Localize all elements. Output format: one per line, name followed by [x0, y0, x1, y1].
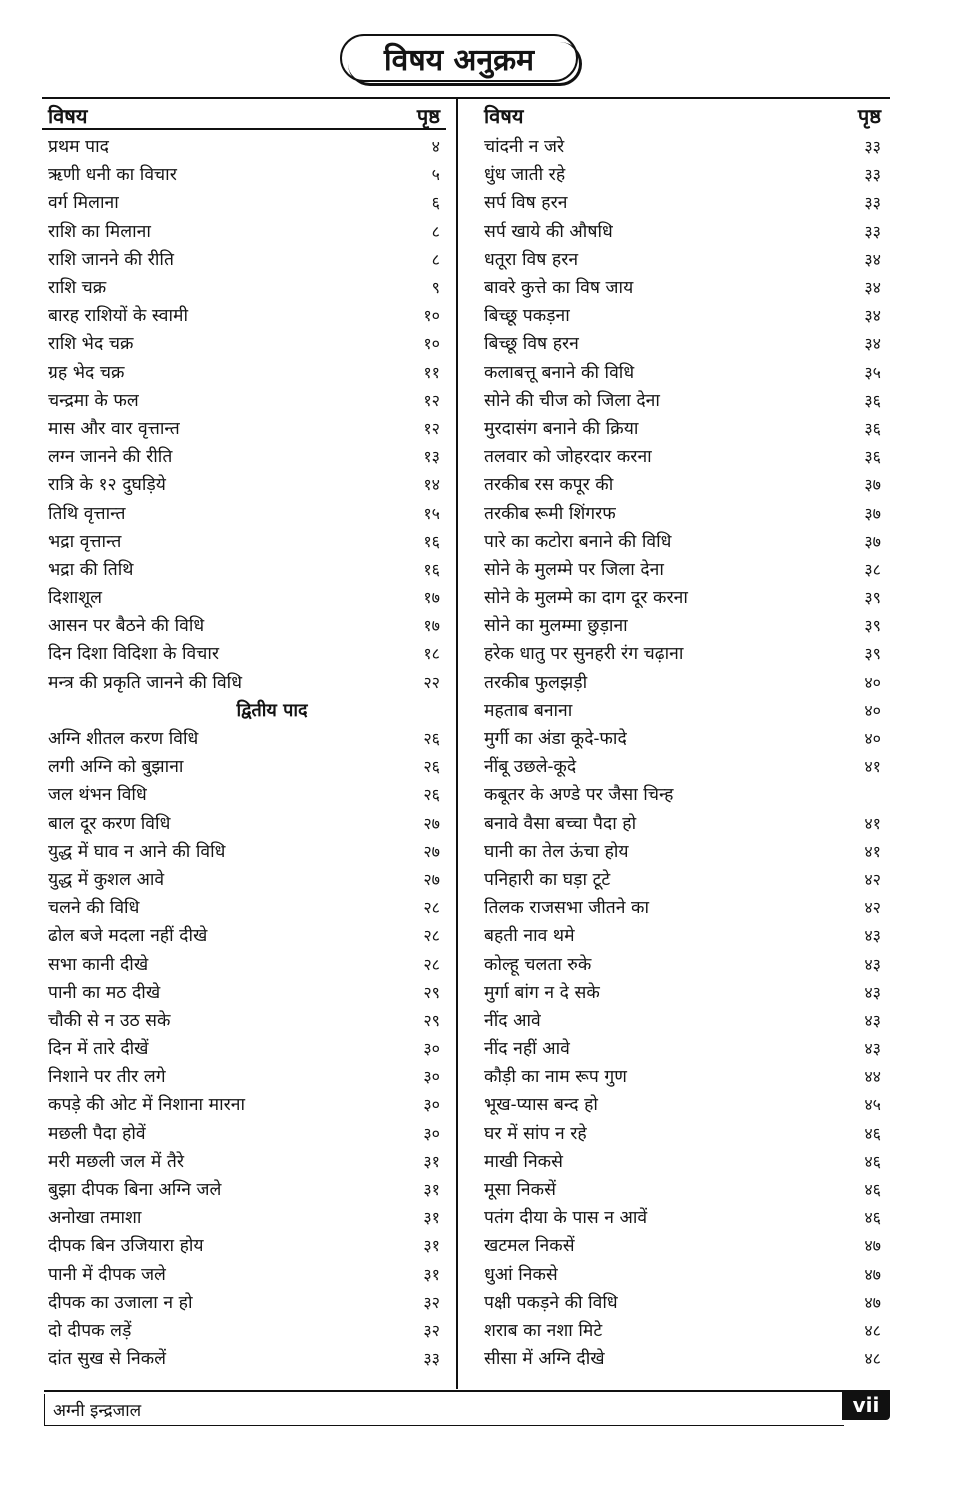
toc-entry — [44, 1231, 444, 1259]
entry-page: २८ — [423, 926, 440, 946]
entry-page: ४७ — [864, 1236, 881, 1256]
entry-title: बाल दूर करण विधि — [48, 813, 171, 834]
entry-title: बारह राशियों के स्वामी — [48, 306, 188, 327]
entry-page: २७ — [423, 869, 440, 889]
entry-page: ४६ — [864, 1208, 881, 1228]
toc-entry — [44, 414, 444, 442]
entry-title: सर्प खाये की औषधि — [484, 221, 613, 242]
toc-entry — [44, 724, 444, 752]
entry-page: ३० — [423, 1123, 440, 1143]
entry-page: १३ — [423, 447, 440, 467]
entry-page: १२ — [423, 390, 440, 410]
entry-title: मुरदासंग बनाने की क्रिया — [484, 418, 639, 439]
toc-entry — [44, 217, 444, 245]
entry-page: १६ — [423, 531, 440, 551]
toc-entry — [44, 1062, 444, 1090]
entry-title: राशि भेद चक्र — [48, 334, 134, 355]
entry-title: कपड़े की ओट में निशाना मारना — [48, 1095, 246, 1116]
entry-title: रात्रि के १२ दुघड़िये — [48, 475, 166, 496]
toc-entry — [480, 809, 885, 837]
toc-entry — [480, 1119, 885, 1147]
entry-page: १६ — [423, 559, 440, 579]
toc-entry — [480, 696, 885, 724]
toc-entry — [480, 1260, 885, 1288]
entry-title: प्रथम पाद — [48, 137, 109, 158]
toc-entry — [44, 949, 444, 977]
entry-title: अग्नि शीतल करण विधि — [48, 729, 199, 750]
toc-entry — [480, 865, 885, 893]
entry-page: ३७ — [864, 503, 881, 523]
entry-page: २६ — [423, 785, 440, 805]
entry-title: सोने के मुलम्मे पर जिला देना — [484, 559, 664, 580]
entry-page: ४६ — [864, 1151, 881, 1171]
entry-page: ३२ — [423, 1320, 440, 1340]
entry-title: राशि का मिलाना — [48, 221, 151, 242]
entry-page: ८ — [431, 221, 440, 241]
entry-title: पानी में दीपक जले — [48, 1264, 166, 1285]
toc-entry — [480, 414, 885, 442]
right-entries — [480, 132, 885, 1372]
entry-title: हरेक धातु पर सुनहरी रंग चढ़ाना — [484, 644, 684, 665]
entry-title: बिच्छू विष हरन — [484, 334, 579, 355]
entry-page: ३६ — [864, 447, 881, 467]
toc-entry — [480, 949, 885, 977]
toc-entry — [44, 1006, 444, 1034]
toc-entry — [44, 527, 444, 555]
entry-page: २७ — [423, 813, 440, 833]
toc-entry — [44, 1344, 444, 1372]
right-subject-header: विषय — [484, 104, 524, 128]
page-title — [340, 34, 578, 82]
entry-page: ३९ — [864, 588, 881, 608]
entry-title: कौड़ी का नाम रूप गुण — [484, 1067, 627, 1088]
toc-entry — [480, 1147, 885, 1175]
page-title-text: विषय अनुक्रम — [383, 42, 535, 78]
toc-entry — [480, 724, 885, 752]
entry-title: दिन दिशा विदिशा के विचार — [48, 644, 220, 665]
entry-page: ८ — [431, 249, 440, 269]
entry-title: शराब का नशा मिटे — [484, 1320, 603, 1341]
entry-title: युद्ध में कुशल आवे — [48, 869, 165, 890]
entry-page: १० — [423, 334, 440, 354]
entry-title: बनावे वैसा बच्चा पैदा हो — [484, 813, 637, 834]
entry-title: मन्त्र की प्रकृति जानने की विधि — [48, 672, 242, 693]
entry-page: १५ — [423, 503, 440, 523]
entry-title: सीसा में अग्नि दीखे — [484, 1349, 605, 1370]
entry-page: ३४ — [864, 278, 881, 298]
entry-title: भूख-प्यास बन्द हो — [484, 1095, 598, 1116]
toc-entry — [480, 555, 885, 583]
page-number-badge — [842, 1390, 890, 1420]
entry-page: २८ — [423, 898, 440, 918]
entry-page: ४० — [864, 700, 881, 720]
toc-entry — [480, 1090, 885, 1118]
entry-title: अनोखा तमाशा — [48, 1208, 142, 1229]
entry-page: ४८ — [864, 1349, 881, 1369]
entry-page: ४६ — [864, 1180, 881, 1200]
entry-title: सोने की चीज को जिला देना — [484, 390, 660, 411]
entry-page: ५ — [431, 165, 440, 185]
entry-title: पतंग दीया के पास न आवें — [484, 1208, 648, 1229]
entry-page: २८ — [423, 954, 440, 974]
page-number: vii — [852, 1393, 880, 1417]
entry-title: दीपक बिन उजियारा होय — [48, 1236, 204, 1257]
toc-entry — [480, 217, 885, 245]
left-page-header: पृष्ठ — [416, 104, 440, 128]
toc-entry — [44, 555, 444, 583]
entry-title: चौकी से न उठ सके — [48, 1010, 171, 1031]
entry-title: तरकीब फुलझड़ी — [484, 672, 588, 693]
entry-title: नींबू उछले-कूदे — [484, 757, 577, 778]
entry-title: नींद आवे — [484, 1010, 541, 1031]
entry-title: दांत सुख से निकलें — [48, 1349, 167, 1370]
toc-entry — [44, 1203, 444, 1231]
entry-page: ४ — [431, 137, 440, 157]
toc-entry — [480, 752, 885, 780]
toc-entry — [480, 498, 885, 526]
entry-page: ३१ — [423, 1151, 440, 1171]
toc-entry — [480, 1062, 885, 1090]
entry-title: मूसा निकसें — [484, 1180, 556, 1201]
toc-entry — [44, 358, 444, 386]
entry-page: ३३ — [864, 165, 881, 185]
toc-entry — [44, 809, 444, 837]
toc-entry — [44, 780, 444, 808]
entry-page: ३६ — [864, 390, 881, 410]
entry-title: पनिहारी का घड़ा टूटे — [484, 869, 611, 890]
entry-page: ३१ — [423, 1264, 440, 1284]
toc-entry — [44, 329, 444, 357]
entry-title: तलवार को जोहरदार करना — [484, 447, 652, 468]
entry-title: सर्प विष हरन — [484, 193, 568, 214]
entry-title: महताब बनाना — [484, 700, 573, 721]
right-page-header: पृष्ठ — [857, 104, 881, 128]
toc-entry — [44, 498, 444, 526]
entry-page: १७ — [423, 616, 440, 636]
toc-entry — [44, 160, 444, 188]
entry-page: ३९ — [864, 644, 881, 664]
entry-title: जल थंभन विधि — [48, 785, 147, 806]
entry-page: १४ — [423, 475, 440, 495]
toc-entry — [480, 358, 885, 386]
right-column-header — [480, 99, 885, 129]
entry-title: नींद नहीं आवे — [484, 1039, 570, 1060]
toc-entry — [480, 386, 885, 414]
entry-title: मास और वार वृत्तान्त — [48, 418, 180, 439]
toc-entry — [480, 1316, 885, 1344]
entry-page: ४८ — [864, 1320, 881, 1340]
toc-entry — [44, 1288, 444, 1316]
entry-page: ४७ — [864, 1264, 881, 1284]
entry-title: वर्ग मिलाना — [48, 193, 119, 214]
toc-entry — [44, 978, 444, 1006]
entry-title: धतूरा विष हरन — [484, 249, 579, 270]
entry-page: ४३ — [864, 1010, 881, 1030]
entry-page: ३९ — [864, 616, 881, 636]
entry-title: दिशाशूल — [48, 588, 103, 609]
toc-entry — [480, 273, 885, 301]
toc-entry — [480, 1288, 885, 1316]
entry-page: ३२ — [423, 1292, 440, 1312]
entry-page: ३६ — [864, 418, 881, 438]
toc-entry — [44, 470, 444, 498]
left-subject-header: विषय — [48, 104, 88, 128]
entry-page: ४० — [864, 672, 881, 692]
entry-page: ४१ — [864, 813, 881, 833]
entry-page: १० — [423, 306, 440, 326]
entry-title: युद्ध में घाव न आने की विधि — [48, 841, 226, 862]
toc-entry — [44, 1260, 444, 1288]
entry-page: ३० — [423, 1039, 440, 1059]
toc-entry — [44, 301, 444, 329]
entry-page: ४४ — [864, 1067, 881, 1087]
entry-title: बावरे कुत्ते का विष जाय — [484, 278, 634, 299]
toc-entry — [480, 1203, 885, 1231]
entry-title: दो दीपक लड़ें — [48, 1320, 132, 1341]
entry-title: भद्रा की तिथि — [48, 559, 134, 580]
entry-title: सभा कानी दीखे — [48, 954, 149, 975]
entry-page: ४७ — [864, 1292, 881, 1312]
toc-entry — [480, 780, 885, 808]
entry-title: तिलक राजसभा जीतने का — [484, 898, 650, 919]
toc-entry — [44, 1119, 444, 1147]
toc-entry — [480, 470, 885, 498]
column-divider — [456, 97, 458, 1389]
entry-page: २७ — [423, 841, 440, 861]
toc-entry — [480, 442, 885, 470]
entry-title: मुर्गा बांग न दे सके — [484, 982, 600, 1003]
entry-page: ३८ — [864, 559, 881, 579]
toc-entry — [44, 893, 444, 921]
toc-entry — [44, 1090, 444, 1118]
entry-title: मछली पैदा होवें — [48, 1123, 146, 1144]
entry-title: माखी निकसे — [484, 1151, 563, 1172]
entry-title: मुर्गी का अंडा कूदे-फादे — [484, 729, 627, 750]
entry-page: ४६ — [864, 1123, 881, 1143]
footer — [44, 1394, 844, 1426]
toc-entry — [44, 1147, 444, 1175]
entry-title: आसन पर बैठने की विधि — [48, 616, 205, 637]
entry-page: ३३ — [864, 137, 881, 157]
entry-title: राशि जानने की रीति — [48, 249, 174, 270]
toc-entry — [44, 611, 444, 639]
entry-title: पानी का मठ दीखे — [48, 982, 161, 1003]
toc-entry — [44, 1034, 444, 1062]
entry-title: धुआं निकसे — [484, 1264, 558, 1285]
entry-page: ३३ — [423, 1349, 440, 1369]
toc-entry — [44, 921, 444, 949]
toc-left-column — [44, 99, 444, 1372]
toc-entry — [480, 132, 885, 160]
entry-title: भद्रा वृत्तान्त — [48, 531, 122, 552]
entry-page: २२ — [423, 672, 440, 692]
entry-title: निशाने पर तीर लगे — [48, 1067, 166, 1088]
toc-entry — [480, 639, 885, 667]
entry-title: धुंध जाती रहे — [484, 165, 566, 186]
entry-page: ३४ — [864, 306, 881, 326]
toc-entry — [480, 160, 885, 188]
entry-title: ढोल बजे मदला नहीं दीखे — [48, 926, 208, 947]
toc-entry — [44, 668, 444, 696]
entry-title: दिन में तारे दीखें — [48, 1039, 149, 1060]
entry-page: ९ — [431, 278, 440, 298]
toc-entry — [480, 893, 885, 921]
entry-title: लगी अग्नि को बुझाना — [48, 757, 184, 778]
toc-entry — [480, 921, 885, 949]
toc-entry — [480, 245, 885, 273]
entry-page: ४३ — [864, 926, 881, 946]
toc-right-column — [480, 99, 885, 1372]
entry-page: ४२ — [864, 869, 881, 889]
entry-page: ४३ — [864, 1039, 881, 1059]
entry-page: ४० — [864, 729, 881, 749]
entry-title: घर में सांप न रहे — [484, 1123, 587, 1144]
entry-title: ग्रह भेद चक्र — [48, 362, 125, 383]
entry-title: बहती नाव थमे — [484, 926, 575, 947]
toc-entry — [480, 188, 885, 216]
entry-page: २६ — [423, 757, 440, 777]
toc-entry — [480, 1175, 885, 1203]
entry-title: तिथि वृत्तान्त — [48, 503, 126, 524]
entry-page: ३० — [423, 1067, 440, 1087]
toc-entry — [480, 329, 885, 357]
entry-title: कबूतर के अण्डे पर जैसा चिन्ह — [484, 785, 674, 806]
toc-entry — [44, 639, 444, 667]
toc-entry — [480, 611, 885, 639]
entry-page: ११ — [423, 362, 440, 382]
entry-title: सोने का मुलम्मा छुड़ाना — [484, 616, 628, 637]
toc-entry — [44, 442, 444, 470]
entry-page: १२ — [423, 418, 440, 438]
entry-title: चन्द्रमा के फल — [48, 390, 139, 411]
toc-entry — [44, 1175, 444, 1203]
toc-entry — [480, 583, 885, 611]
entry-page: २९ — [423, 1010, 440, 1030]
entry-page: ३४ — [864, 334, 881, 354]
entry-page: ३३ — [864, 193, 881, 213]
entry-title: सोने के मुलम्मे का दाग दूर करना — [484, 588, 688, 609]
entry-title: घानी का तेल ऊंचा होय — [484, 841, 629, 862]
entry-page: ४१ — [864, 757, 881, 777]
entry-page: ३५ — [864, 362, 881, 382]
entry-page: ३१ — [423, 1180, 440, 1200]
book-title: अग्नी इन्द्रजाल — [53, 1401, 142, 1421]
entry-page: ३० — [423, 1095, 440, 1115]
left-column-header — [44, 99, 444, 129]
entry-page: ३१ — [423, 1236, 440, 1256]
left-entries — [44, 132, 444, 1372]
toc-entry — [44, 837, 444, 865]
footer-rule — [44, 1390, 890, 1392]
entry-page: ६ — [431, 193, 440, 213]
entry-page: २६ — [423, 729, 440, 749]
entry-page: ४५ — [864, 1095, 881, 1115]
toc-entry — [480, 527, 885, 555]
entry-title: तरकीब रस कपूर की — [484, 475, 614, 496]
entry-page: ४२ — [864, 898, 881, 918]
entry-title: लग्न जानने की रीति — [48, 447, 173, 468]
entry-page: ३७ — [864, 475, 881, 495]
entry-title: मरी मछली जल में तैरे — [48, 1151, 184, 1172]
toc-entry — [44, 386, 444, 414]
entry-title: बिच्छू पकड़ना — [484, 306, 570, 327]
entry-title: चलने की विधि — [48, 898, 140, 919]
entry-page: ३४ — [864, 249, 881, 269]
entry-title: पक्षी पकड़ने की विधि — [484, 1292, 618, 1313]
entry-page: १७ — [423, 588, 440, 608]
entry-page: ४३ — [864, 982, 881, 1002]
entry-title: पारे का कटोरा बनाने की विधि — [484, 531, 672, 552]
toc-entry — [480, 978, 885, 1006]
section-heading — [44, 696, 444, 724]
entry-title: चांदनी न जरे — [484, 137, 565, 158]
entry-title: ऋणी धनी का विचार — [48, 165, 177, 186]
entry-title: तरकीब रूमी शिंगरफ — [484, 503, 616, 524]
toc-entry — [44, 132, 444, 160]
entry-page: ४३ — [864, 954, 881, 974]
entry-page: ४१ — [864, 841, 881, 861]
toc-entry — [480, 1034, 885, 1062]
entry-title: कोल्हू चलता रुके — [484, 954, 592, 975]
toc-entry — [480, 301, 885, 329]
entry-title: द्वितीय पाद — [236, 699, 308, 721]
entry-title: दीपक का उजाला न हो — [48, 1292, 193, 1313]
entry-page: ३३ — [864, 221, 881, 241]
toc-entry — [44, 188, 444, 216]
entry-title: बुझा दीपक बिना अग्नि जले — [48, 1180, 222, 1201]
entry-page: १८ — [423, 644, 440, 664]
toc-entry — [44, 865, 444, 893]
toc-entry — [480, 668, 885, 696]
entry-title: खटमल निकसें — [484, 1236, 575, 1257]
toc-entry — [480, 1231, 885, 1259]
toc-entry — [480, 837, 885, 865]
toc-entry — [44, 245, 444, 273]
entry-title: राशि चक्र — [48, 278, 107, 299]
toc-entry — [480, 1344, 885, 1372]
entry-page: ३१ — [423, 1208, 440, 1228]
toc-entry — [44, 583, 444, 611]
entry-title: कलाबत्तू बनाने की विधि — [484, 362, 635, 383]
entry-page: २९ — [423, 982, 440, 1002]
entry-page: ३७ — [864, 531, 881, 551]
toc-entry — [44, 273, 444, 301]
toc-entry — [44, 752, 444, 780]
toc-entry — [44, 1316, 444, 1344]
toc-entry — [480, 1006, 885, 1034]
